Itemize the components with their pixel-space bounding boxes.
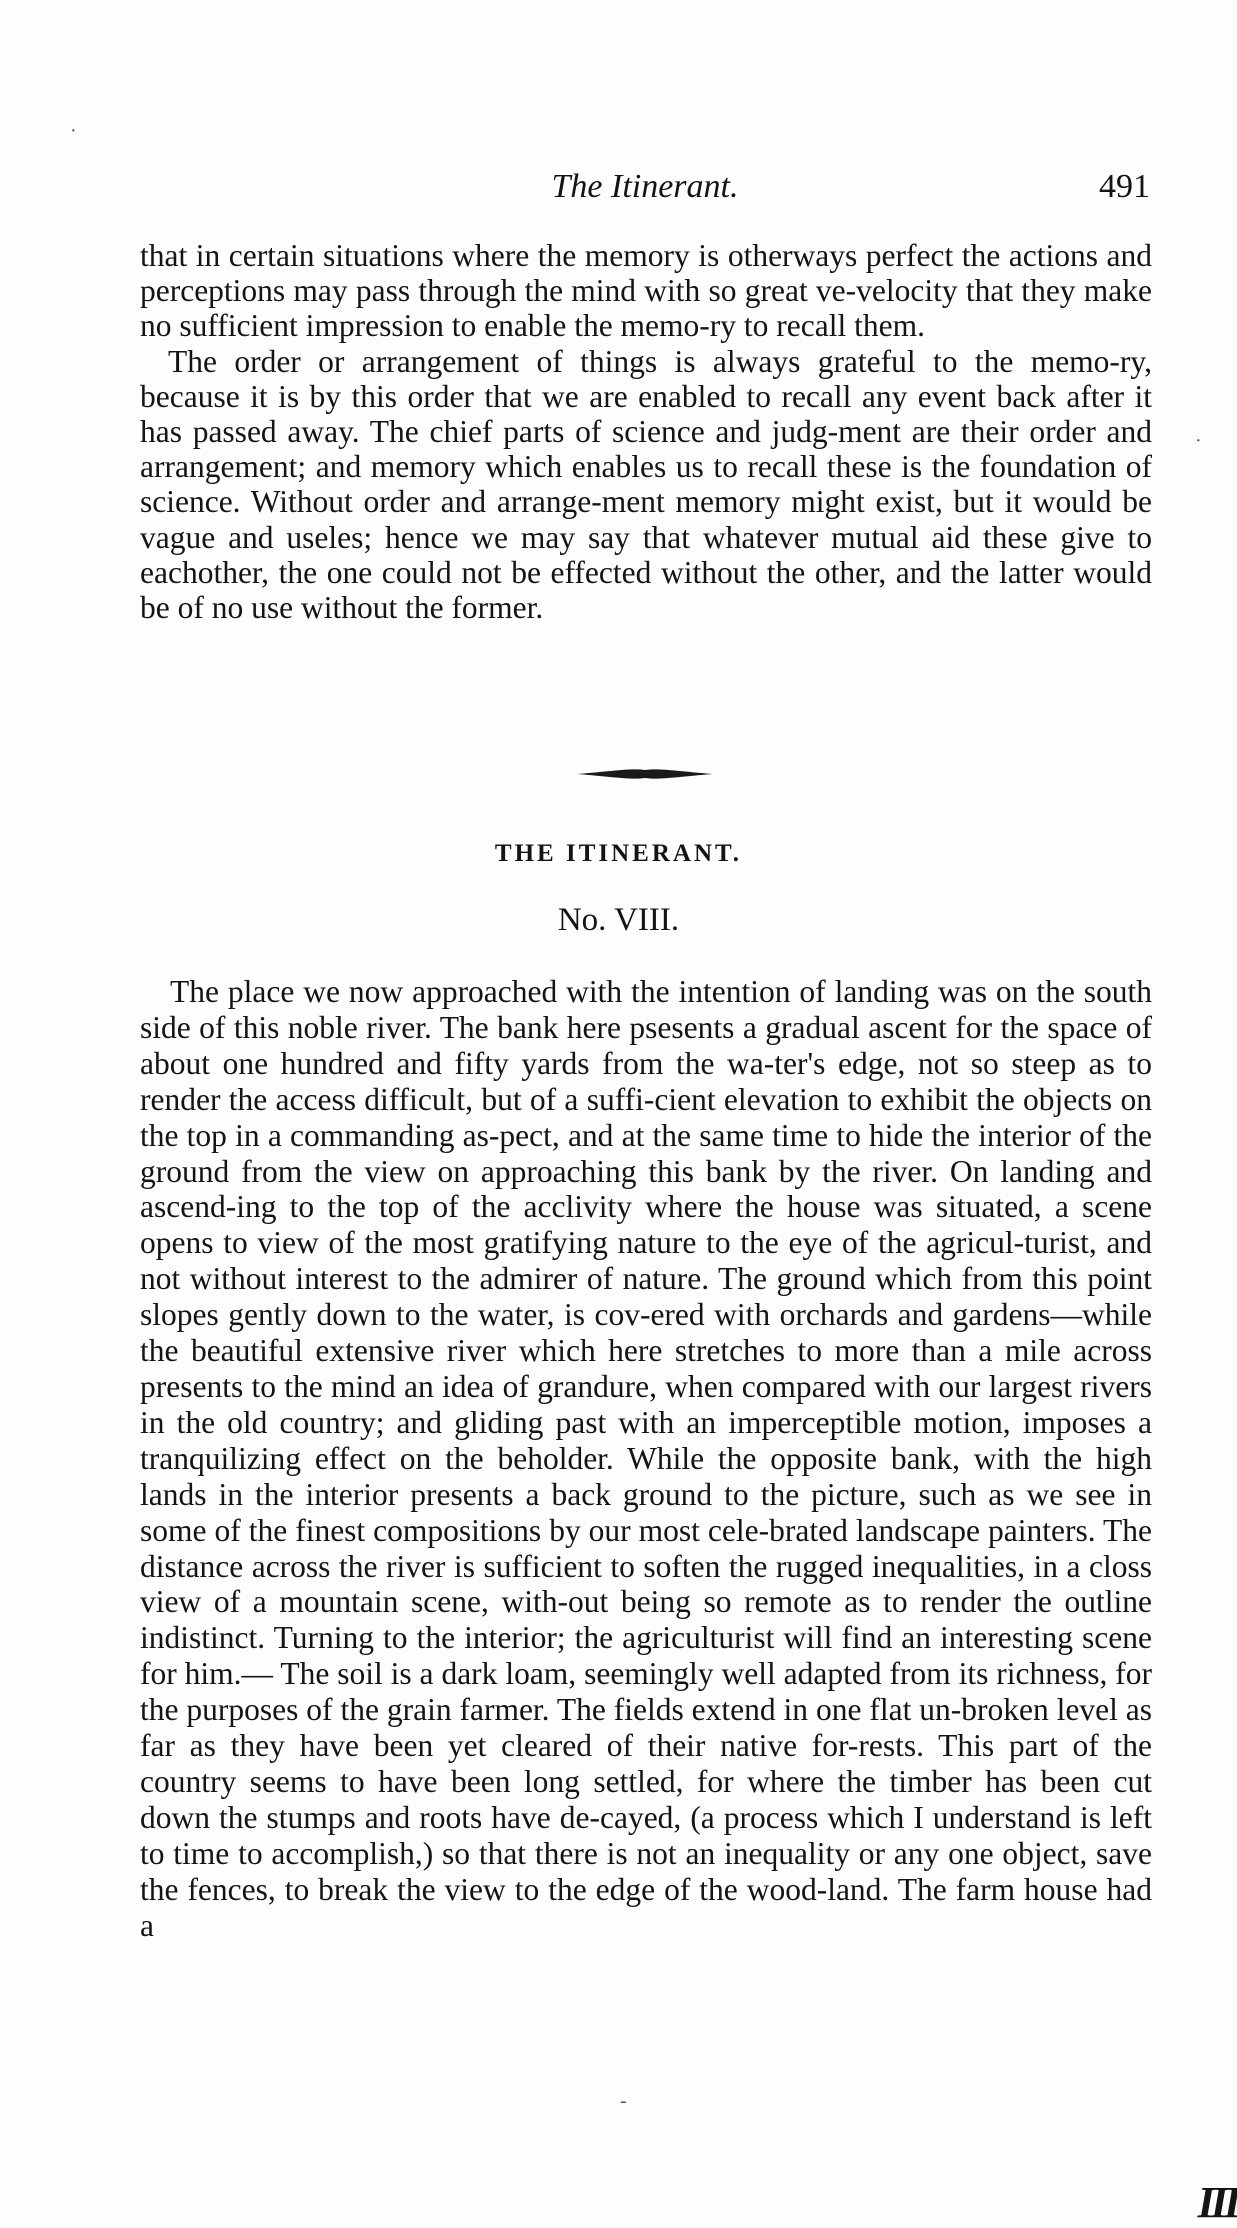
main-text-block bbox=[140, 974, 1152, 1943]
speck-mark: - bbox=[620, 2090, 627, 2112]
paragraph-landing-description: The place we now approached with the intention of landing was on the south side of this noble river. The bank here psesents a gradual ascent for the space of about one hundred and fifty yards from the wa-ter's edge, not so steep as to render the access difficult, but of a suffi-cient elevation to exhibit the objects on the top in a commanding as-pect, and at the same time to hide the interior of the ground from the view on approaching this bank by the river. On landing and ascend-ing to the top of the acclivity where the house was situated, a scene opens to view of the most gratifying nature to the eye of the agricul-turist, and not without interest to the admirer of nature. The ground which from this point slopes gently down to the water, is cov-ered with orchards and gardens—while the beautiful extensive river which here stretches to more than a mile across presents to the mind an idea of grandure, when compared with our largest rivers in the old country; and gliding past with an imperceptible motion, imposes a tranquilizing effect on the beholder. While the opposite bank, with the high lands in the interior presents a back ground to the picture, such as we see in some of the finest compositions by our most cele-brated landscape painters. The distance across the river is sufficient to soften the rugged inequalities, in a closs view of a mountain scene, with-out being so remote as to render the outline indistinct. Turning to the interior; the agriculturist will find an interesting scene for him.— The soil is a dark loam, seemingly well adapted from its richness, for the purposes of the grain farmer. The fields extend in one flat un-broken level as far as they have been yet cleared of their native for-rests. This part of the country seems to have been long settled, for where the timber has been cut down the stumps and roots have de-cayed, (a process which I understand is left to time to accomplish,) so that there is not an inequality or any one object, save the fences, to break the view to the edge of the wood-land. The farm house had a bbox=[140, 974, 1152, 1943]
section-title: THE ITINERANT. bbox=[494, 840, 743, 867]
speck-mark: · bbox=[70, 120, 77, 142]
paragraph-order-arrangement: The order or arrangement of things is always grateful to the memo-ry, because it is by this order that we are enabled to recall any event back after it has passed away. The chief parts of science and judg-ment are their order and arrangement; and memory which enables us to recall these is the foundation of science. Without order and arrange-ment memory might exist, but it would be vague and useles; hence we may say that whatever mutual aid these give to eachother, the one could not be effected without the other, and the latter would be of no use without the former. bbox=[140, 343, 1152, 626]
section-number: No. VIII. bbox=[557, 902, 680, 938]
corner-mark: III bbox=[1197, 2178, 1237, 2227]
paragraph-memory-continuation: that in certain situations where the memory is otherways perfect the actions and perceptions may pass through the mind with so great ve-velocity that they make no sufficient impression to enable the memo-ry to recall them. bbox=[140, 238, 1152, 344]
speck-mark: · bbox=[1195, 430, 1202, 452]
page-header bbox=[140, 168, 1150, 218]
top-text-block bbox=[140, 238, 1152, 625]
ornament-divider bbox=[575, 762, 715, 786]
page-number: 491 bbox=[1099, 168, 1150, 205]
running-title: The Itinerant. bbox=[551, 168, 739, 205]
